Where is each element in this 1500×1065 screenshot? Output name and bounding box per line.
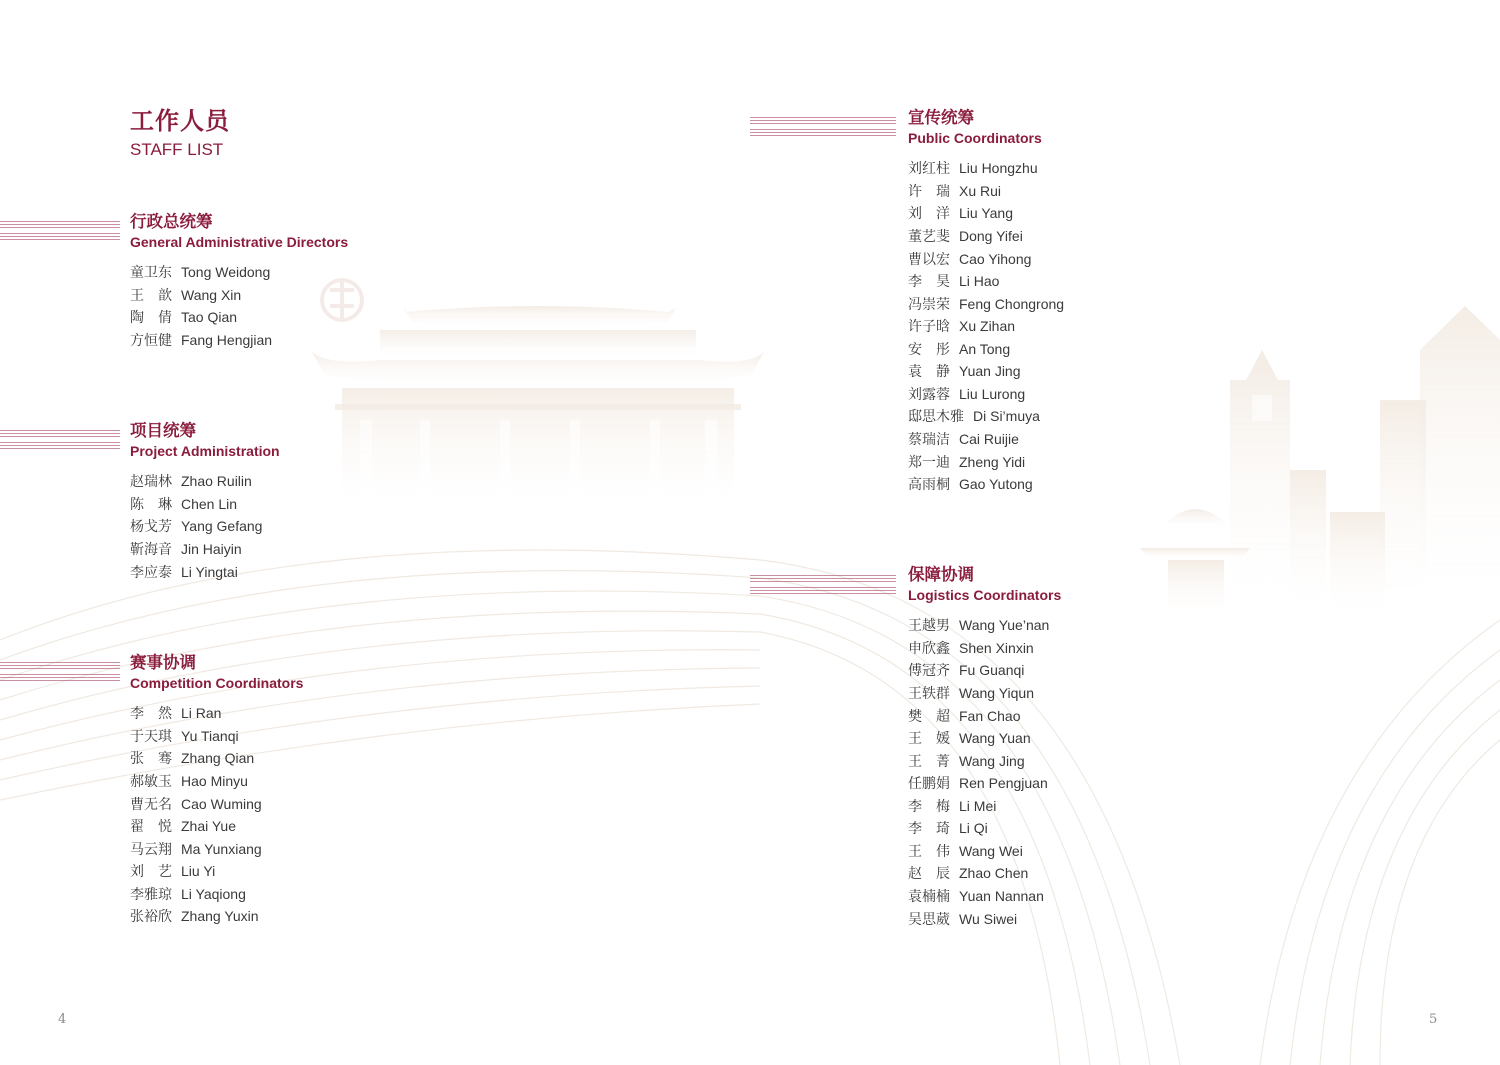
staff-name-cn: 吴思葳 bbox=[908, 910, 950, 927]
staff-row bbox=[908, 451, 1064, 474]
staff-name-en: Fu Guanqi bbox=[959, 662, 1025, 679]
staff-name-cn: 樊 超 bbox=[908, 707, 950, 724]
decorative-rule bbox=[750, 117, 896, 136]
right-page bbox=[750, 0, 1500, 1065]
staff-name-en: Dong Yifei bbox=[959, 228, 1023, 245]
staff-row bbox=[130, 538, 280, 561]
staff-name-en: Fang Hengjian bbox=[181, 332, 273, 349]
staff-name-cn: 赵 辰 bbox=[908, 865, 950, 882]
staff-row bbox=[130, 725, 303, 748]
staff-row bbox=[908, 705, 1061, 728]
staff-name-cn: 曹以宏 bbox=[908, 250, 950, 267]
staff-name-cn: 袁楠楠 bbox=[908, 887, 950, 904]
staff-row bbox=[908, 157, 1064, 180]
staff-name-cn: 陈 琳 bbox=[130, 495, 172, 512]
page-number: 4 bbox=[58, 1012, 67, 1027]
staff-name-cn: 郑一迪 bbox=[908, 453, 950, 470]
staff-name-cn: 赵瑞林 bbox=[130, 473, 172, 490]
staff-row bbox=[908, 405, 1064, 428]
staff-row bbox=[908, 862, 1061, 885]
staff-name-cn: 王 菁 bbox=[908, 752, 950, 769]
staff-row bbox=[130, 702, 303, 725]
staff-name-cn: 董艺斐 bbox=[908, 228, 950, 245]
staff-row bbox=[130, 838, 303, 861]
staff-name-en: Wu Siwei bbox=[959, 910, 1018, 927]
staff-name-en: Zhao Ruilin bbox=[181, 473, 252, 490]
staff-name-en: Xu Rui bbox=[959, 182, 1002, 199]
staff-name-en: Li Yingtai bbox=[181, 563, 238, 580]
staff-name-en: Yuan Jing bbox=[959, 363, 1021, 380]
staff-row bbox=[130, 883, 303, 906]
staff-name-en: Gao Yutong bbox=[959, 476, 1033, 493]
staff-name-en: Zheng Yidi bbox=[959, 453, 1026, 470]
section-title-en: Public Coordinators bbox=[908, 130, 1042, 146]
staff-row bbox=[908, 202, 1064, 225]
staff-list bbox=[130, 470, 280, 583]
decorative-rule bbox=[0, 662, 120, 681]
staff-name-cn: 冯崇荣 bbox=[908, 295, 950, 312]
staff-name-en: Yang Gefang bbox=[181, 518, 263, 535]
staff-name-cn: 高雨桐 bbox=[908, 476, 950, 493]
staff-name-en: Wang Jing bbox=[959, 752, 1025, 769]
staff-name-en: Yuan Nannan bbox=[959, 887, 1044, 904]
staff-row bbox=[130, 284, 348, 307]
staff-name-cn: 李应泰 bbox=[130, 563, 172, 580]
staff-row bbox=[130, 493, 280, 516]
staff-name-en: Di Si’muya bbox=[973, 408, 1040, 425]
section-title-cn: 宣传统筹 bbox=[908, 109, 974, 127]
section-title-cn: 赛事协调 bbox=[130, 654, 196, 672]
staff-name-cn: 翟 悦 bbox=[130, 818, 172, 835]
section-competition-coordinators bbox=[130, 653, 303, 928]
decorative-rule bbox=[0, 430, 120, 449]
staff-name-en: Ren Pengjuan bbox=[959, 775, 1048, 792]
staff-name-en: Li Yaqiong bbox=[181, 885, 246, 902]
staff-name-cn: 李 昊 bbox=[908, 273, 950, 290]
staff-list bbox=[908, 157, 1064, 495]
staff-row bbox=[908, 315, 1064, 338]
staff-name-cn: 方恒健 bbox=[130, 332, 172, 349]
staff-name-en: Feng Chongrong bbox=[959, 295, 1065, 312]
staff-row bbox=[908, 817, 1061, 840]
staff-name-cn: 郝敏玉 bbox=[130, 773, 172, 790]
staff-list bbox=[130, 261, 348, 351]
staff-row bbox=[908, 637, 1061, 660]
page-number: 5 bbox=[1429, 1012, 1438, 1027]
staff-name-cn: 王越男 bbox=[908, 617, 950, 634]
staff-name-cn: 王轶群 bbox=[908, 685, 950, 702]
staff-name-en: Liu Hongzhu bbox=[959, 160, 1038, 177]
staff-name-cn: 马云翔 bbox=[130, 840, 172, 857]
section-project-administration bbox=[130, 421, 280, 583]
staff-name-cn: 许 瑞 bbox=[908, 182, 950, 199]
staff-name-cn: 李雅琼 bbox=[130, 885, 172, 902]
staff-name-cn: 陶 倩 bbox=[130, 309, 172, 326]
section-title-en: Project Administration bbox=[130, 443, 280, 459]
staff-name-en: Fan Chao bbox=[959, 707, 1021, 724]
section-title-cn: 行政总统筹 bbox=[130, 213, 213, 231]
staff-row bbox=[908, 383, 1064, 406]
staff-name-en: Tong Weidong bbox=[181, 264, 271, 281]
staff-name-en: Shen Xinxin bbox=[959, 639, 1034, 656]
staff-row bbox=[908, 614, 1061, 637]
staff-row bbox=[908, 908, 1061, 931]
staff-name-cn: 刘红柱 bbox=[908, 160, 950, 177]
staff-row bbox=[130, 905, 303, 928]
staff-name-cn: 王 伟 bbox=[908, 842, 950, 859]
staff-row bbox=[130, 515, 280, 538]
staff-name-en: Li Mei bbox=[959, 797, 997, 814]
staff-name-en: Li Hao bbox=[959, 273, 1000, 290]
staff-name-en: Cai Ruijie bbox=[959, 430, 1019, 447]
staff-name-cn: 傅冠齐 bbox=[908, 662, 950, 679]
staff-name-cn: 刘露蓉 bbox=[908, 385, 950, 402]
decorative-rule bbox=[0, 221, 120, 240]
staff-name-en: Wang Xin bbox=[181, 286, 242, 303]
staff-name-en: Zhai Yue bbox=[181, 818, 237, 835]
staff-row bbox=[908, 795, 1061, 818]
staff-row bbox=[908, 180, 1064, 203]
staff-row bbox=[908, 750, 1061, 773]
page-title-en: STAFF LIST bbox=[130, 140, 224, 159]
staff-name-en: Ma Yunxiang bbox=[181, 840, 262, 857]
staff-row bbox=[908, 270, 1064, 293]
staff-name-en: Zhao Chen bbox=[959, 865, 1029, 882]
staff-name-cn: 安 彤 bbox=[908, 340, 950, 357]
section-title-en: Competition Coordinators bbox=[130, 675, 304, 691]
staff-name-cn: 张裕欣 bbox=[130, 908, 172, 925]
staff-name-cn: 刘 艺 bbox=[130, 863, 172, 880]
staff-row bbox=[908, 682, 1061, 705]
staff-row bbox=[130, 747, 303, 770]
staff-row bbox=[908, 473, 1064, 496]
staff-name-en: Tao Qian bbox=[181, 309, 238, 326]
staff-row bbox=[908, 360, 1064, 383]
staff-name-en: Liu Yi bbox=[181, 863, 216, 880]
staff-row bbox=[130, 860, 303, 883]
staff-row bbox=[908, 428, 1064, 451]
staff-name-cn: 曹无名 bbox=[130, 795, 172, 812]
staff-row bbox=[130, 561, 280, 584]
staff-name-en: Li Ran bbox=[181, 705, 222, 722]
staff-row bbox=[908, 248, 1064, 271]
decorative-rule bbox=[750, 575, 896, 594]
staff-name-cn: 靳海音 bbox=[130, 541, 172, 558]
staff-name-en: Wang Yuan bbox=[959, 730, 1031, 747]
staff-row bbox=[908, 293, 1064, 316]
staff-row bbox=[130, 770, 303, 793]
staff-list bbox=[908, 614, 1061, 930]
staff-name-cn: 李 梅 bbox=[908, 797, 950, 814]
staff-name-en: Zhang Yuxin bbox=[181, 908, 259, 925]
staff-name-en: Liu Yang bbox=[959, 205, 1013, 222]
section-title-cn: 保障协调 bbox=[908, 566, 974, 584]
staff-name-cn: 于天琪 bbox=[130, 727, 172, 744]
staff-name-cn: 王 歆 bbox=[130, 286, 172, 303]
staff-row bbox=[908, 659, 1061, 682]
staff-row bbox=[908, 727, 1061, 750]
staff-row bbox=[908, 885, 1061, 908]
staff-list bbox=[130, 702, 303, 927]
staff-row bbox=[130, 470, 280, 493]
staff-name-en: Liu Lurong bbox=[959, 385, 1026, 402]
section-logistics-coordinators bbox=[908, 565, 1061, 930]
staff-name-cn: 童卫东 bbox=[130, 264, 172, 281]
staff-row bbox=[908, 338, 1064, 361]
staff-name-en: Chen Lin bbox=[181, 495, 238, 512]
staff-name-en: Cao Wuming bbox=[181, 795, 262, 812]
staff-name-en: Xu Zihan bbox=[959, 318, 1016, 335]
staff-row bbox=[130, 793, 303, 816]
section-title-cn: 项目统筹 bbox=[130, 422, 196, 440]
section-title-en: General Administrative Directors bbox=[130, 234, 349, 250]
staff-name-cn: 王 媛 bbox=[908, 730, 950, 747]
staff-name-en: Wang Wei bbox=[959, 842, 1023, 859]
staff-name-en: Wang Yiqun bbox=[959, 685, 1034, 702]
staff-row bbox=[908, 772, 1061, 795]
staff-name-cn: 杨戈芳 bbox=[130, 518, 172, 535]
section-title-en: Logistics Coordinators bbox=[908, 587, 1062, 603]
staff-row bbox=[130, 815, 303, 838]
staff-name-cn: 任鹏娟 bbox=[908, 775, 950, 792]
staff-name-en: An Tong bbox=[959, 340, 1011, 357]
staff-name-en: Hao Minyu bbox=[181, 773, 248, 790]
staff-name-cn: 申欣鑫 bbox=[908, 639, 950, 656]
staff-row bbox=[130, 261, 348, 284]
staff-name-cn: 邸思木雅 bbox=[908, 408, 964, 425]
page-title-cn: 工作人员 bbox=[130, 108, 230, 135]
staff-name-en: Zhang Qian bbox=[181, 750, 255, 767]
staff-row bbox=[908, 840, 1061, 863]
section-general-administrative-directors bbox=[130, 212, 348, 352]
staff-row bbox=[908, 225, 1064, 248]
staff-name-en: Jin Haiyin bbox=[181, 541, 242, 558]
staff-name-en: Yu Tianqi bbox=[181, 727, 239, 744]
staff-name-cn: 许子晗 bbox=[908, 318, 950, 335]
staff-name-en: Wang Yue’nan bbox=[959, 617, 1050, 634]
staff-name-cn: 张 骞 bbox=[130, 750, 172, 767]
staff-name-en: Li Qi bbox=[959, 820, 988, 837]
section-public-coordinators bbox=[908, 108, 1064, 496]
staff-name-en: Cao Yihong bbox=[959, 250, 1032, 267]
staff-name-cn: 李 琦 bbox=[908, 820, 950, 837]
staff-name-cn: 袁 静 bbox=[908, 363, 950, 380]
staff-name-cn: 蔡瑞洁 bbox=[908, 430, 950, 447]
staff-row bbox=[130, 306, 348, 329]
staff-name-cn: 刘 洋 bbox=[908, 205, 950, 222]
staff-row bbox=[130, 329, 348, 352]
staff-name-cn: 李 然 bbox=[130, 705, 172, 722]
